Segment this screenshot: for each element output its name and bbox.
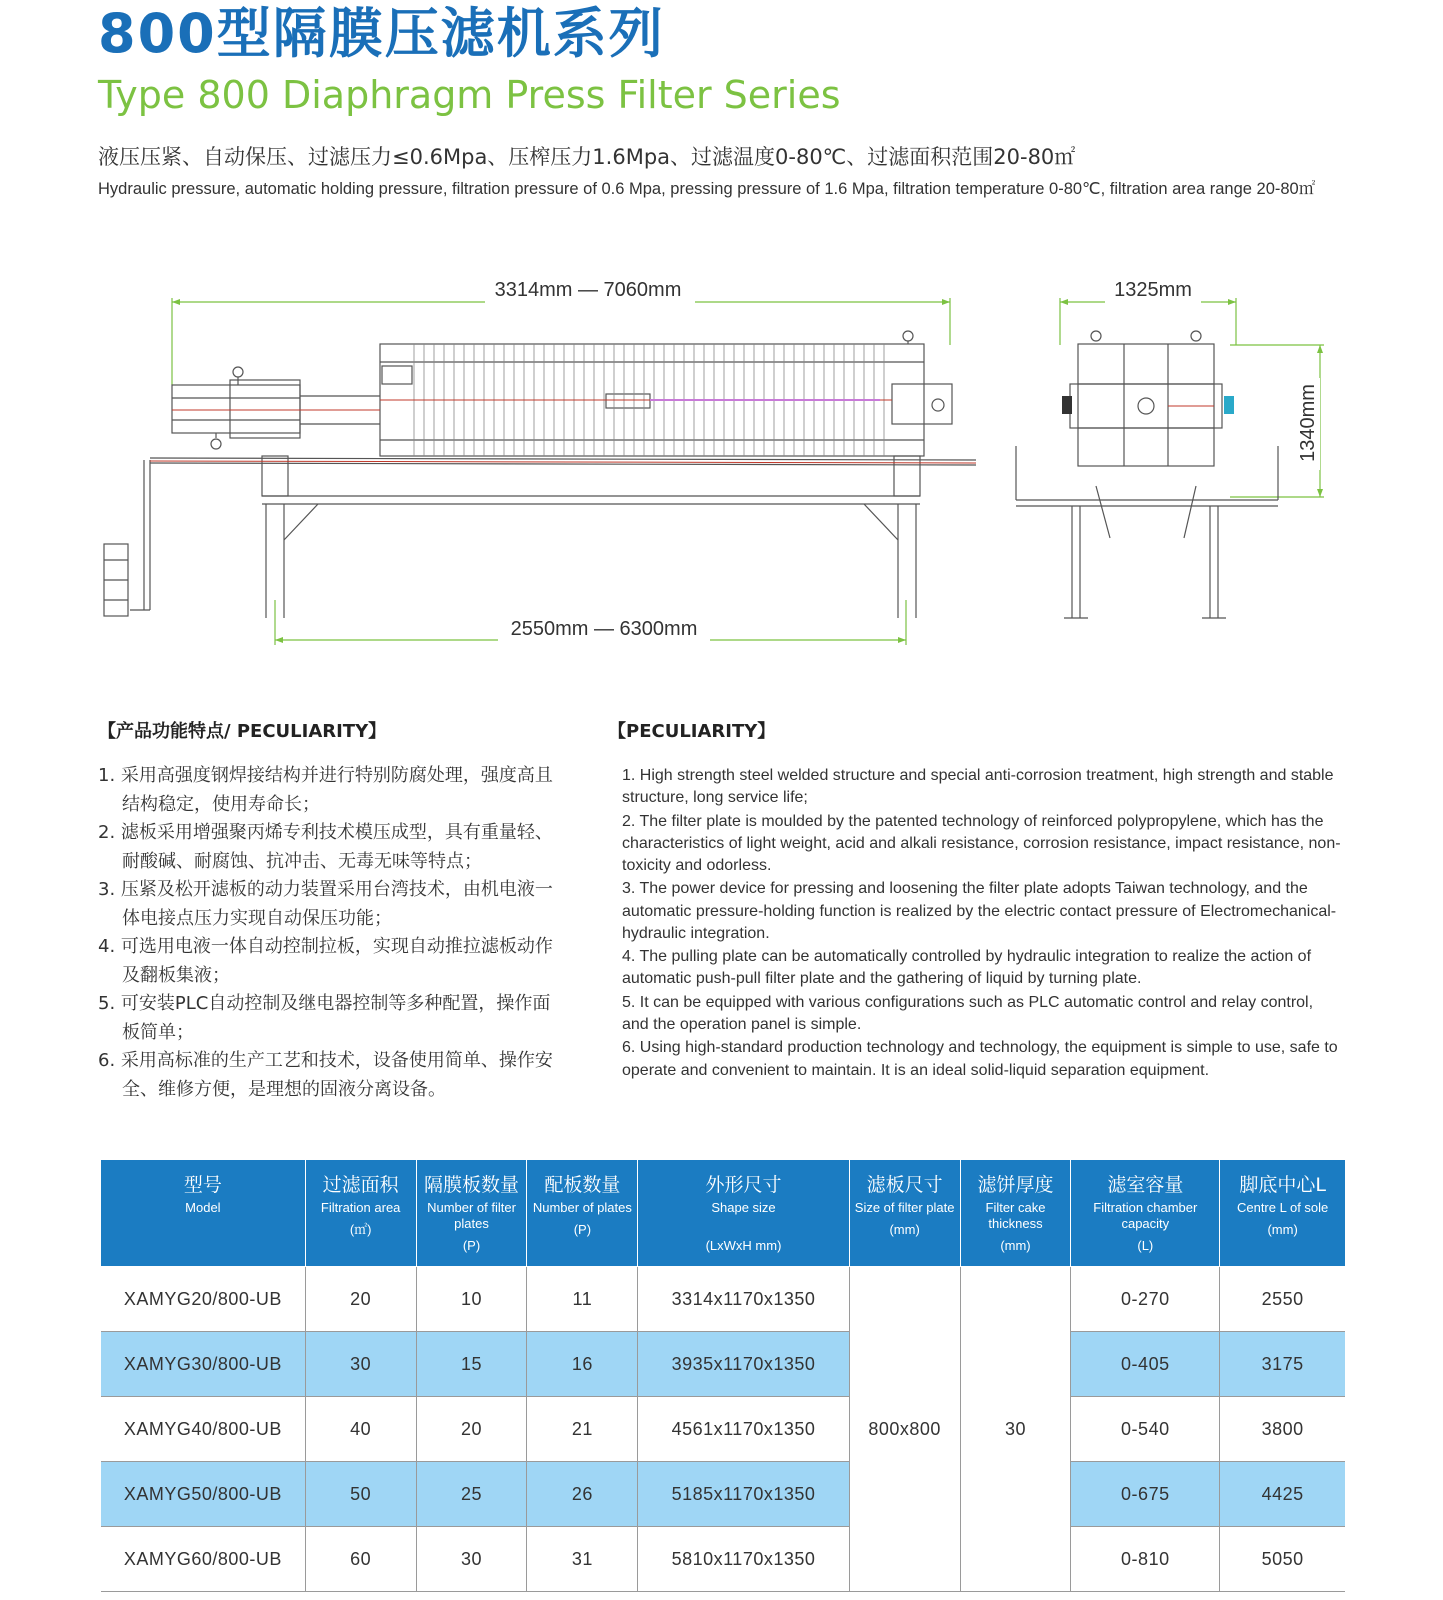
list-item: 2. 滤板采用增强聚丙烯专利技术模压成型，具有重量轻、耐酸碱、耐腐蚀、抗冲击、无毒无味等特点； (98, 822, 553, 872)
cell-plates: 31 (527, 1527, 638, 1592)
cell-capacity: 0-405 (1071, 1332, 1220, 1397)
cell-plates: 21 (527, 1397, 638, 1462)
cell-centre: 5050 (1220, 1527, 1345, 1592)
cell-area: 60 (305, 1527, 416, 1592)
features-en-heading: 【PECULIARITY】 (608, 721, 776, 742)
cell-capacity: 0-810 (1071, 1527, 1220, 1592)
column-header: 脚底中心L Centre L of sole (mm) (1220, 1160, 1345, 1267)
spec-summary-cn: 液压压紧、自动保压、过滤压力≤0.6Mpa、压榨压力1.6Mpa、过滤温度0-80℃、过滤面积范围20-80㎡ (98, 145, 1076, 169)
cell-centre: 4425 (1220, 1462, 1345, 1527)
cell-area: 30 (305, 1332, 416, 1397)
features-cn-list (98, 762, 568, 1104)
features-en-list (622, 765, 1342, 1083)
cell-model: XAMYG20/800-UB (101, 1267, 305, 1332)
cell-model: XAMYG50/800-UB (101, 1462, 305, 1527)
table-header-row (101, 1160, 1345, 1267)
column-header: 滤室容量 Filtration chamber capacity (L) (1071, 1160, 1220, 1267)
features-cn-heading: 【产品功能特点/ PECULIARITY】 (98, 721, 387, 742)
spec-summary-en: Hydraulic pressure, automatic holding pressure, filtration pressure of 0.6 Mpa, pressing pressure of 1.6 Mpa, filtration temperature 0-80℃, filtration area range 20-80㎡ (98, 180, 1316, 198)
cell-shape: 3314x1170x1350 (638, 1267, 849, 1332)
cell-model: XAMYG40/800-UB (101, 1397, 305, 1462)
list-item: 5. 可安装PLC自动控制及继电器控制等多种配置，操作面板简单； (98, 993, 551, 1043)
cell-plates: 11 (527, 1267, 638, 1332)
cell-area: 50 (305, 1462, 416, 1527)
column-header: 外形尺寸 Shape size (LxWxH mm) (638, 1160, 849, 1267)
cell-area: 20 (305, 1267, 416, 1332)
column-header: 隔膜板数量 Number of filter plates (P) (416, 1160, 527, 1267)
cell-model: XAMYG60/800-UB (101, 1527, 305, 1592)
dim-height: 1340mm (1297, 384, 1319, 462)
page-subtitle: Type 800 Diaphragm Press Filter Series (98, 73, 841, 117)
column-header: 过滤面积 Filtration area (㎡) (305, 1160, 416, 1267)
cell-capacity: 0-270 (1071, 1267, 1220, 1332)
table-row (101, 1527, 1345, 1592)
page-title: 800型隔膜压滤机系列 (98, 2, 665, 65)
cell-plate-size: 800x800 (849, 1267, 960, 1592)
list-item: 4. 可选用电液一体自动控制拉板，实现自动推拉滤板动作及翻板集液； (98, 936, 553, 986)
list-item: 1. High strength steel welded structure and special anti-corrosion treatment, high strength and stable structure, long service life; (622, 767, 1334, 807)
cell-shape: 5185x1170x1350 (638, 1462, 849, 1527)
list-item: 2. The filter plate is moulded by the patented technology of reinforced polypropylene, which has the characteristics of light weight, acid and alkali resistance, corrosion resistance, impact resistance, non-toxicity and odorless. (622, 812, 1341, 874)
cell-shape: 5810x1170x1350 (638, 1527, 849, 1592)
column-header: 型号 Model (101, 1160, 305, 1267)
cell-diaphragm: 30 (416, 1527, 527, 1592)
cell-area: 40 (305, 1397, 416, 1462)
cell-model: XAMYG30/800-UB (101, 1332, 305, 1397)
cell-capacity: 0-540 (1071, 1397, 1220, 1462)
cell-capacity: 0-675 (1071, 1462, 1220, 1527)
cell-diaphragm: 20 (416, 1397, 527, 1462)
table-row (101, 1267, 1345, 1332)
dim-leg-span: 2550mm — 6300mm (510, 618, 698, 640)
table-row (101, 1462, 1345, 1527)
list-item: 5. It can be equipped with various configurations such as PLC automatic control and relay control, and the operation panel is simple. (622, 993, 1314, 1033)
list-item: 3. 压紧及松开滤板的动力装置采用台湾技术，由机电液一体电接点压力实现自动保压功能； (98, 879, 553, 929)
table-row (101, 1397, 1345, 1462)
list-item: 4. The pulling plate can be automatically controlled by hydraulic integration to realize the action of automatic push-pull filter plate and the gathering of liquid by turning plate. (622, 948, 1312, 988)
list-item: 1. 采用高强度钢焊接结构并进行特别防腐处理，强度高且结构稳定，使用寿命长； (98, 765, 553, 815)
cell-diaphragm: 25 (416, 1462, 527, 1527)
list-item: 3. The power device for pressing and loosening the filter plate adopts Taiwan technology, and the automatic pressure-holding function is realized by the electric contact pressure of Electromechanical-hydraulic integration. (622, 880, 1337, 942)
cell-diaphragm: 10 (416, 1267, 527, 1332)
filter-press-drawing (95, 270, 1355, 670)
spec-table (101, 1160, 1345, 1592)
cell-centre: 2550 (1220, 1267, 1345, 1332)
cell-centre: 3800 (1220, 1397, 1345, 1462)
cell-centre: 3175 (1220, 1332, 1345, 1397)
table-row (101, 1332, 1345, 1397)
list-item: 6. 采用高标准的生产工艺和技术，设备使用简单、操作安全、维修方便，是理想的固液分离设备。 (98, 1050, 553, 1100)
cell-shape: 4561x1170x1350 (638, 1397, 849, 1462)
dim-width: 1325mm (1114, 279, 1192, 301)
column-header: 滤板尺寸 Size of filter plate (mm) (849, 1160, 960, 1267)
dim-total-length: 3314mm — 7060mm (494, 279, 682, 301)
cell-diaphragm: 15 (416, 1332, 527, 1397)
cell-plates: 26 (527, 1462, 638, 1527)
column-header: 配板数量 Number of plates (P) (527, 1160, 638, 1267)
cell-plates: 16 (527, 1332, 638, 1397)
cell-cake-thickness: 30 (960, 1267, 1071, 1592)
list-item: 6. Using high-standard production technology and technology, the equipment is simple to use, safe to operate and convenient to maintain. It is an ideal solid-liquid separation equipment. (622, 1039, 1338, 1079)
cell-shape: 3935x1170x1350 (638, 1332, 849, 1397)
column-header: 滤饼厚度 Filter cake thickness (mm) (960, 1160, 1071, 1267)
